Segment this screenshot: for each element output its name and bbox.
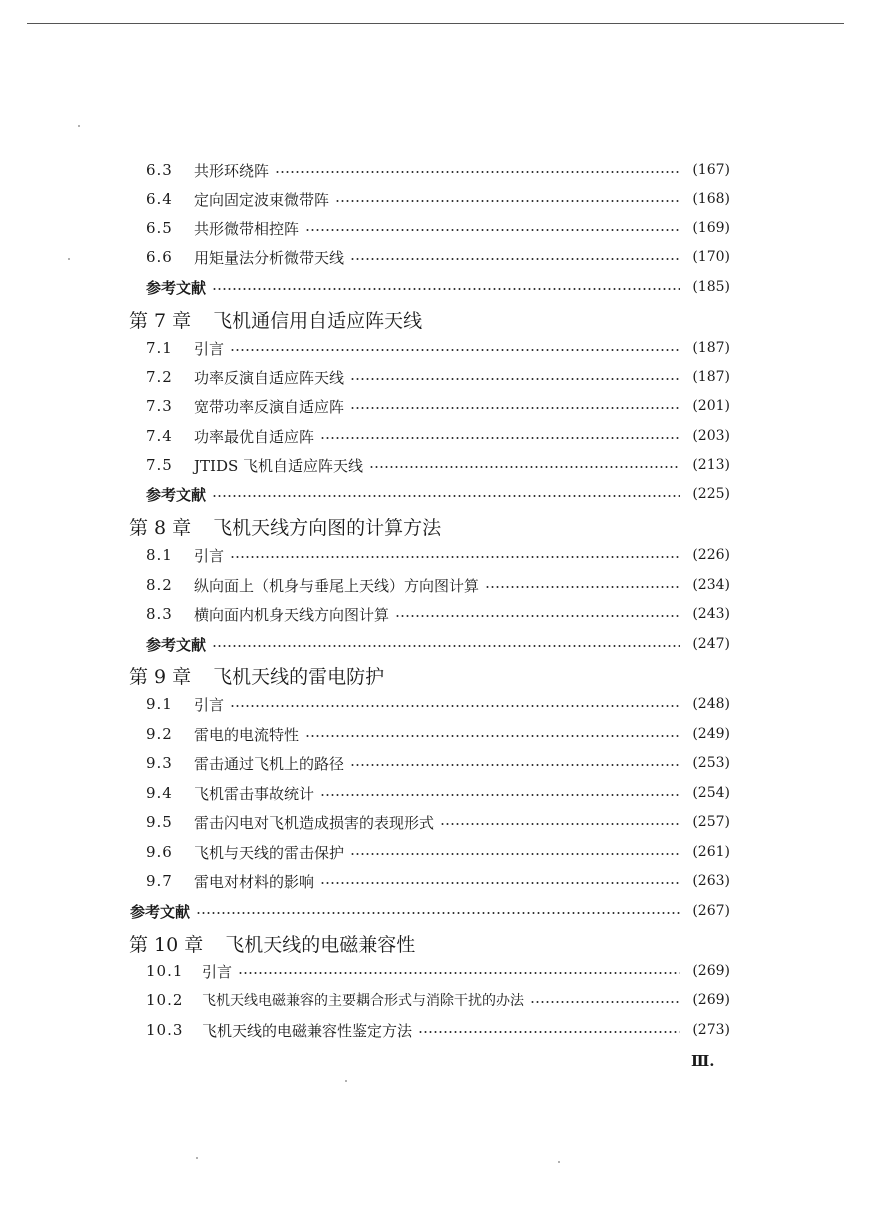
section-number: 9.3 xyxy=(146,754,173,772)
page-number: (225) xyxy=(692,486,730,502)
dot-leader xyxy=(530,1001,680,1003)
section-number: 6.5 xyxy=(146,219,173,237)
section-title: 用矩量法分析微带天线 xyxy=(194,248,345,267)
dot-leader xyxy=(320,794,680,796)
toc-entry-references-ch6[interactable] xyxy=(146,274,730,300)
page-number: (257) xyxy=(692,814,730,830)
page-number: (187) xyxy=(692,340,730,356)
dot-leader xyxy=(196,912,680,914)
scan-speck xyxy=(196,1157,198,1159)
section-number: 10.3 xyxy=(146,1021,184,1039)
toc-entry-9-2[interactable] xyxy=(146,721,730,747)
page-number: (201) xyxy=(692,398,730,414)
chapter-title: 飞机通信用自适应阵天线 xyxy=(213,309,423,332)
dot-leader xyxy=(212,288,680,290)
section-number: 9.7 xyxy=(146,872,173,890)
dot-leader xyxy=(305,735,680,737)
toc-entry-10-3[interactable] xyxy=(146,1017,730,1043)
dot-leader xyxy=(350,764,680,766)
page-number: (269) xyxy=(692,963,730,979)
page-number: (170) xyxy=(692,249,730,265)
page-number: (234) xyxy=(692,577,730,593)
dot-leader xyxy=(238,972,680,974)
section-title: 飞机天线的电磁兼容性鉴定方法 xyxy=(202,1021,413,1040)
section-title: 引言 xyxy=(194,695,225,714)
page-number: (167) xyxy=(692,162,730,178)
chapter-title: 飞机天线的雷电防护 xyxy=(213,665,385,688)
section-title: 引言 xyxy=(194,339,225,358)
page-number: (248) xyxy=(692,696,730,712)
page-number: (253) xyxy=(692,755,730,771)
dot-leader xyxy=(369,466,680,468)
toc-entry-9-5[interactable] xyxy=(146,809,730,835)
dot-leader xyxy=(275,171,680,173)
page-number: (213) xyxy=(692,457,730,473)
section-title: 飞机天线电磁兼容的主要耦合形式与消除干扰的办法 xyxy=(202,993,524,1009)
section-title: 雷电的电流特性 xyxy=(194,725,300,744)
section-number: 8.2 xyxy=(146,576,173,594)
chapter-7-heading[interactable] xyxy=(129,304,422,334)
page-number: (169) xyxy=(692,220,730,236)
chapter-number: 第 9 章 xyxy=(129,665,192,688)
toc-entry-10-1[interactable] xyxy=(146,958,730,984)
page-number: (249) xyxy=(692,726,730,742)
dot-leader xyxy=(212,495,680,497)
dot-leader xyxy=(485,586,680,588)
section-number: 7.5 xyxy=(146,456,173,474)
dot-leader xyxy=(350,407,680,409)
section-title: 雷电对材料的影响 xyxy=(194,872,315,891)
toc-entry-7-3[interactable] xyxy=(146,393,730,419)
page-number: (263) xyxy=(692,873,730,889)
toc-entry-7-2[interactable] xyxy=(146,364,730,390)
chapter-number: 第 7 章 xyxy=(129,309,192,332)
toc-entry-9-1[interactable] xyxy=(146,691,730,717)
toc-entry-7-5[interactable] xyxy=(146,452,730,478)
dot-leader xyxy=(418,1031,680,1033)
scan-speck xyxy=(558,1161,560,1163)
chapter-number: 第 8 章 xyxy=(129,516,192,539)
dot-leader xyxy=(395,615,680,617)
section-title: 纵向面上（机身与垂尾上天线）方向图计算 xyxy=(194,576,480,595)
scan-speck xyxy=(78,125,80,127)
section-title: 共形环绕阵 xyxy=(194,161,270,180)
toc-entry-8-2[interactable] xyxy=(146,572,730,598)
chapter-title: 飞机天线的电磁兼容性 xyxy=(225,933,416,956)
section-number: 7.4 xyxy=(146,427,173,445)
toc-entry-references-ch8[interactable] xyxy=(146,631,730,657)
section-number: 9.6 xyxy=(146,843,173,861)
section-title: 参考文献 xyxy=(146,635,207,654)
page-number: (168) xyxy=(692,191,730,207)
section-number: 10.2 xyxy=(146,991,184,1009)
dot-leader xyxy=(320,882,680,884)
scan-speck xyxy=(345,1080,347,1082)
chapter-9-heading[interactable] xyxy=(129,660,384,690)
section-title: 宽带功率反演自适应阵 xyxy=(194,397,345,416)
section-number: 9.2 xyxy=(146,725,173,743)
toc-entry-references-ch9[interactable] xyxy=(130,898,730,924)
toc-entry-9-6[interactable] xyxy=(146,839,730,865)
page-number: (243) xyxy=(692,606,730,622)
dot-leader xyxy=(305,229,680,231)
page-number: (203) xyxy=(692,428,730,444)
toc-entry-6-3[interactable] xyxy=(146,157,730,183)
section-title: 飞机雷击事故统计 xyxy=(194,784,315,803)
toc-entry-6-6[interactable] xyxy=(146,244,730,270)
toc-entry-references-ch7[interactable] xyxy=(146,481,730,507)
dot-leader xyxy=(335,200,680,202)
dot-leader xyxy=(230,349,680,351)
dot-leader xyxy=(212,645,680,647)
page-number: (267) xyxy=(692,903,730,919)
dot-leader xyxy=(230,705,680,707)
toc-entry-10-2[interactable] xyxy=(146,987,730,1013)
chapter-8-heading[interactable] xyxy=(129,511,441,541)
section-number: 9.5 xyxy=(146,813,173,831)
dot-leader xyxy=(440,823,680,825)
section-title: 雷击通过飞机上的路径 xyxy=(194,754,345,773)
page-number: (185) xyxy=(692,279,730,295)
section-number: 9.1 xyxy=(146,695,173,713)
chapter-number: 第 10 章 xyxy=(129,933,204,956)
scan-speck xyxy=(68,258,70,260)
toc-entry-8-3[interactable] xyxy=(146,601,730,627)
section-number: 6.3 xyxy=(146,161,173,179)
page-folio: Ⅲ. xyxy=(691,1052,715,1070)
chapter-10-heading[interactable] xyxy=(129,928,415,958)
page-number: (254) xyxy=(692,785,730,801)
toc-entry-9-3[interactable] xyxy=(146,750,730,776)
page-number: (273) xyxy=(692,1022,730,1038)
dot-leader xyxy=(350,258,680,260)
chapter-title: 飞机天线方向图的计算方法 xyxy=(213,516,442,539)
dot-leader xyxy=(230,556,680,558)
section-title: 横向面内机身天线方向图计算 xyxy=(194,605,390,624)
page-number: (247) xyxy=(692,636,730,652)
section-title: 引言 xyxy=(202,962,233,981)
toc-entry-8-1[interactable] xyxy=(146,542,730,568)
section-title: 飞机与天线的雷击保护 xyxy=(194,843,345,862)
section-number: 7.3 xyxy=(146,397,173,415)
dot-leader xyxy=(320,437,680,439)
toc-entry-7-4[interactable] xyxy=(146,423,730,449)
section-title: 功率最优自适应阵 xyxy=(194,427,315,446)
page-number: (226) xyxy=(692,547,730,563)
section-number: 6.6 xyxy=(146,248,173,266)
section-title: JTIDS 飞机自适应阵天线 xyxy=(194,456,364,475)
section-number: 7.2 xyxy=(146,368,173,386)
section-title: 参考文献 xyxy=(146,485,207,504)
section-number: 8.3 xyxy=(146,605,173,623)
page-number: (261) xyxy=(692,844,730,860)
section-number: 10.1 xyxy=(146,962,184,980)
section-title: 雷击闪电对飞机造成损害的表现形式 xyxy=(194,813,435,832)
dot-leader xyxy=(350,853,680,855)
page-number: (187) xyxy=(692,369,730,385)
toc-entry-6-5[interactable] xyxy=(146,215,730,241)
section-title: 参考文献 xyxy=(146,278,207,297)
section-title: 共形微带相控阵 xyxy=(194,219,300,238)
toc-entry-9-7[interactable] xyxy=(146,868,730,894)
dot-leader xyxy=(350,378,680,380)
section-number: 9.4 xyxy=(146,784,173,802)
toc-entry-9-4[interactable] xyxy=(146,780,730,806)
section-number: 8.1 xyxy=(146,546,173,564)
section-title: 功率反演自适应阵天线 xyxy=(194,368,345,387)
section-number: 7.1 xyxy=(146,339,173,357)
section-title: 引言 xyxy=(194,546,225,565)
page-number: (269) xyxy=(692,992,730,1008)
toc-entry-6-4[interactable] xyxy=(146,186,730,212)
toc-entry-7-1[interactable] xyxy=(146,335,730,361)
section-title: 参考文献 xyxy=(130,902,191,921)
section-number: 6.4 xyxy=(146,190,173,208)
section-title: 定向固定波束微带阵 xyxy=(194,190,330,209)
